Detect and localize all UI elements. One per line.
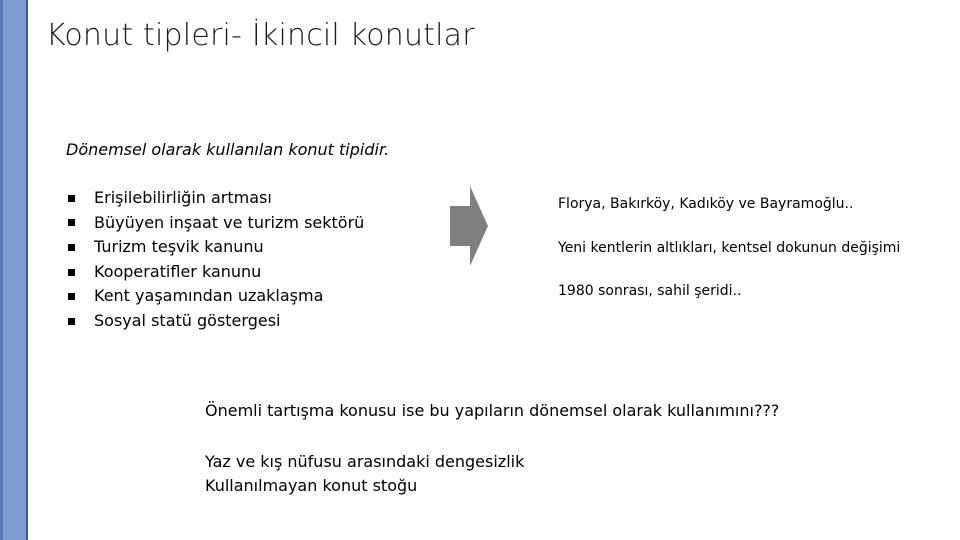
bullet-item — [66, 235, 364, 260]
arrow-shape — [450, 186, 488, 266]
note-line: Florya, Bakırköy, Kadıköy ve Bayramoğlu.. — [558, 196, 854, 212]
bullet-item — [66, 309, 364, 334]
bullet-item — [66, 211, 364, 236]
bullet-text: Büyüyen inşaat ve turizm sektörü — [94, 212, 365, 232]
bullet-item — [66, 260, 364, 285]
slide-subtitle: Dönemsel olarak kullanılan konut tipidir. — [66, 140, 390, 159]
bullet-text: Kent yaşamından uzaklaşma — [94, 286, 324, 306]
bullet-item — [66, 284, 364, 309]
square-bullet-icon — [68, 318, 75, 325]
point-line: Yaz ve kış nüfusu arasındaki dengesizlik — [205, 452, 525, 471]
slide-title: Konut tipleri- İkincil konutlar — [46, 18, 475, 53]
discussion-question: Önemli tartışma konusu ise bu yapıların dönemsel olarak kullanımını??? — [205, 401, 780, 420]
side-accent-bar — [0, 0, 28, 540]
bullet-text: Sosyal statü göstergesi — [94, 310, 281, 330]
square-bullet-icon — [68, 293, 75, 300]
square-bullet-icon — [68, 219, 75, 226]
square-bullet-icon — [68, 195, 75, 202]
note-line: 1980 sonrası, sahil şeridi.. — [558, 283, 742, 299]
right-arrow-icon — [450, 186, 488, 266]
note-line: Yeni kentlerin altlıkları, kentsel dokunun değişimi — [558, 240, 901, 256]
bullet-text: Kooperatifler kanunu — [94, 261, 262, 281]
point-line: Kullanılmayan konut stoğu — [205, 476, 418, 495]
side-accent-rule — [0, 0, 3, 540]
bullet-text: Turizm teşvik kanunu — [94, 237, 264, 257]
square-bullet-icon — [68, 269, 75, 276]
bullet-text: Erişilebilirliğin artması — [94, 188, 272, 207]
bullet-item — [66, 186, 364, 211]
square-bullet-icon — [68, 244, 75, 251]
discussion-points — [205, 450, 524, 498]
bullet-list — [66, 186, 364, 334]
